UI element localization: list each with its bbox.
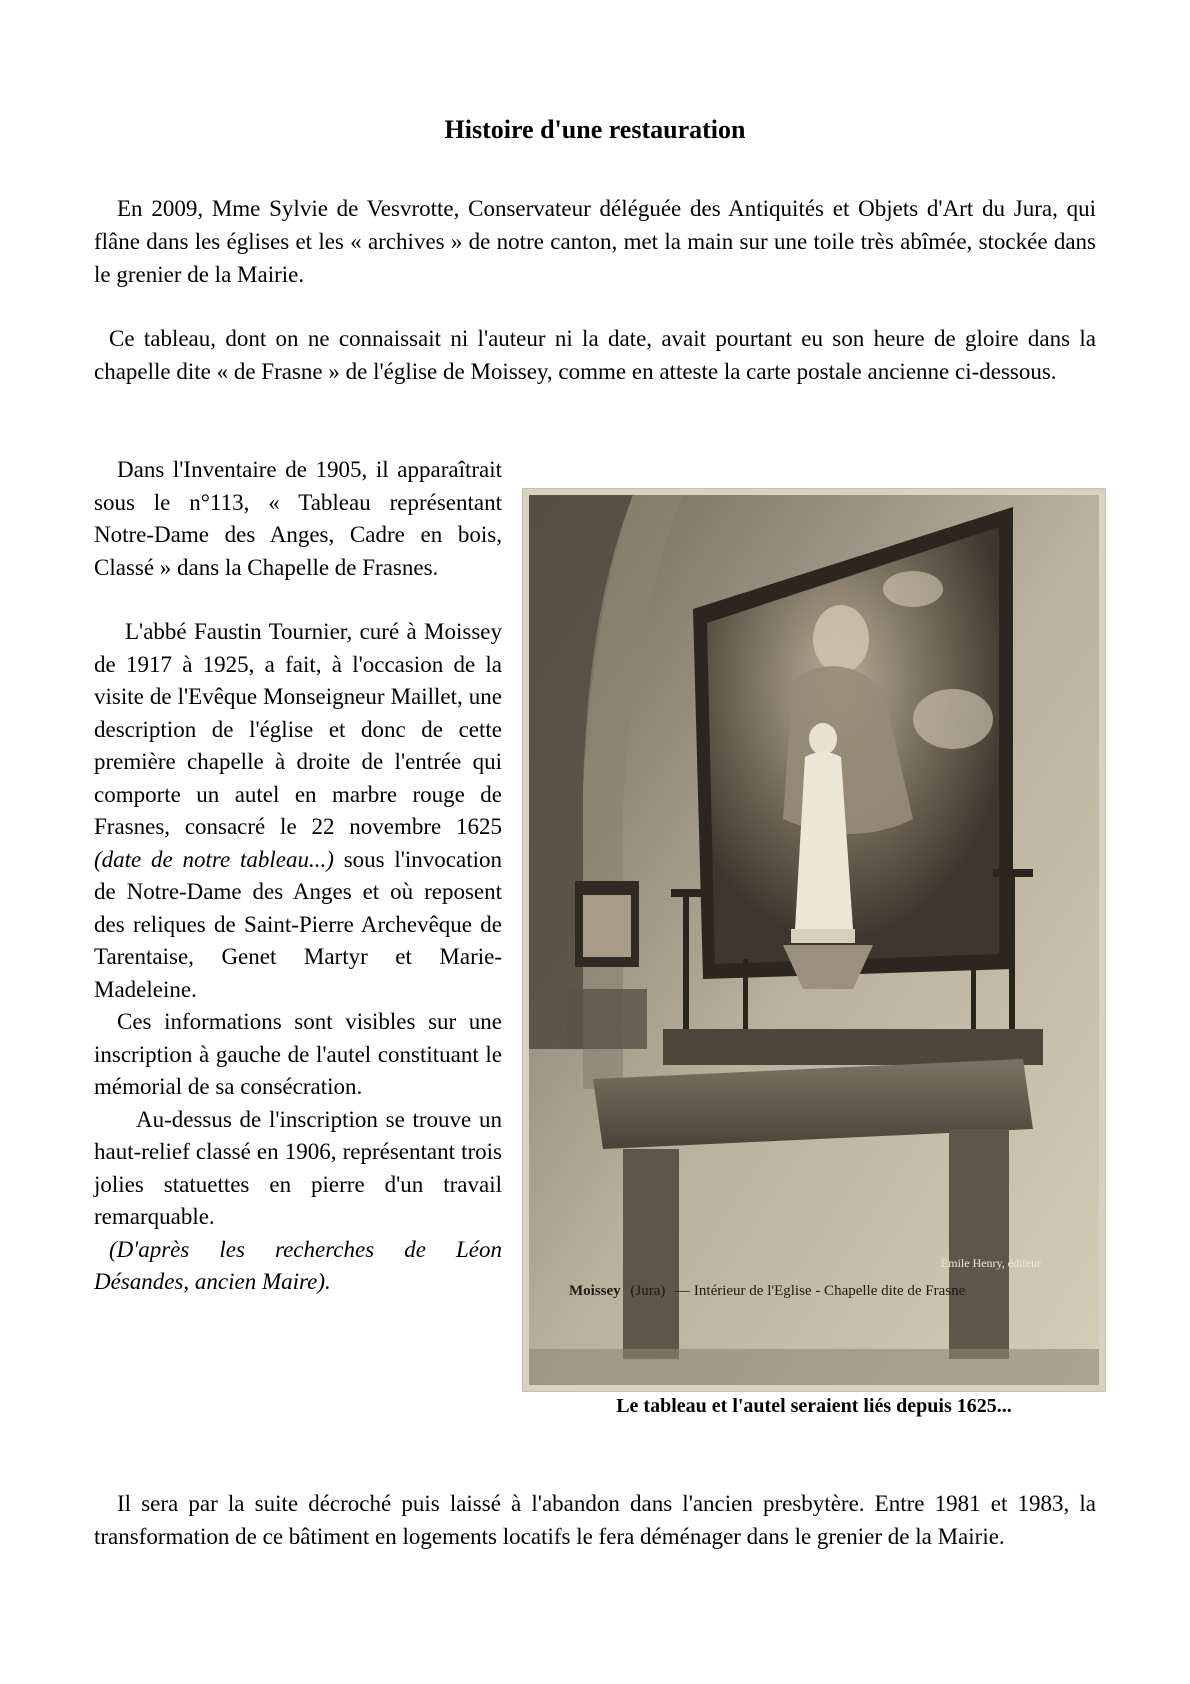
abbe-paragraph <box>94 616 502 1006</box>
postcard-photo <box>522 488 1106 1392</box>
postcard-region: (Jura) <box>630 1283 666 1299</box>
inventory-paragraph: Dans l'Inventaire de 1905, il apparaîtrait sous le n°113, « Tableau représentant Notre-Dame des Anges, Cadre en bois, Classé » dans la Chapelle de Frasnes. <box>94 457 502 580</box>
relief-paragraph: Au-dessus de l'inscription se trouve un haut-relief classé en 1906, représentant trois jolies statuettes en pierre d'un travail remarquable. <box>94 1106 502 1229</box>
postcard-description: — Intérieur de l'Eglise - Chapelle dite de Frasne <box>675 1283 966 1299</box>
abbe-date-note: (date de notre tableau...) <box>94 846 334 872</box>
research-credit: (D'après les recherches de Léon Désandes, ancien Maire). <box>94 1236 502 1294</box>
intro-paragraph: En 2009, Mme Sylvie de Vesvrotte, Conservateur déléguée des Antiquités et Objets d'Art du Jura, qui flâne dans les églises et les « archives » de notre canton, met la main sur une toile très abîmée, stockée dans le grenier de la Mairie. <box>94 196 1096 287</box>
painting-paragraph: Ce tableau, dont on ne connaissait ni l'auteur ni la date, avait pourtant eu son heure de gloire dans la chapelle dite « de Frasne » de l'église de Moissey, comme en atteste la carte postale ancienne ci-dessous. <box>94 326 1096 384</box>
postcard-place: Moissey <box>569 1283 621 1299</box>
abbe-text-start: L'abbé Faustin Tournier, curé à Moissey de 1917 à 1925, a fait, à l'occasion de la visite de l'Evêque Monseigneur Maillet, une description de l'église et donc de cette première chapelle à droite de l'entrée qui comporte un autel en marbre rouge de Frasnes, consacré le 22 novembre 1625 <box>94 619 502 839</box>
left-text-column <box>94 454 502 1299</box>
final-paragraph: Il sera par la suite décroché puis laissé à l'abandon dans l'ancien presbytère. Entre 1981 et 1983, la transformation de ce bâtiment en logements locatifs le fera déménager dans le grenier de la Mairie. <box>94 1491 1096 1549</box>
postcard-caption: Le tableau et l'autel seraient liés depuis 1625... <box>616 1395 1012 1417</box>
abbe-text-end: sous l'invocation de Notre-Dame des Anges et où reposent des reliques de Saint-Pierre Archevêque de Tarentaise, Genet Martyr et Marie-Madeleine. <box>94 846 502 1002</box>
postcard-publisher: Emile Henry, éditeur <box>940 1256 1042 1270</box>
inscription-paragraph: Ces informations sont visibles sur une inscription à gauche de l'autel constituant le mémorial de sa consécration. <box>94 1009 502 1099</box>
page-title: Histoire d'une restauration <box>444 115 746 144</box>
